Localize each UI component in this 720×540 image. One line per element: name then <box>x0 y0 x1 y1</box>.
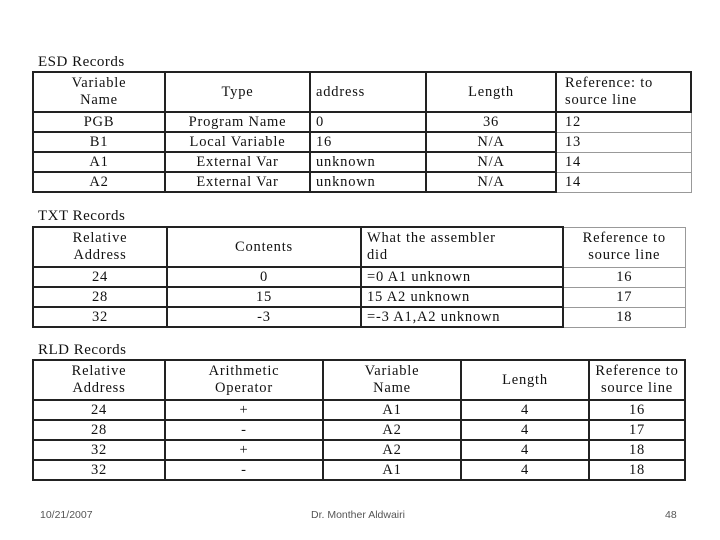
txt-cell-contents: 0 <box>167 267 361 287</box>
esd-records-title: ESD Records <box>38 54 125 70</box>
txt-cell-action: 15 A2 unknown <box>361 287 563 307</box>
rld-cell-address: 32 <box>33 460 165 480</box>
table-row <box>33 152 691 172</box>
esd-cell-address: unknown <box>310 152 426 172</box>
rld-cell-reference: 18 <box>589 460 685 480</box>
esd-header-variable-name: Variable Name <box>33 72 165 112</box>
txt-records-table <box>32 226 686 328</box>
rld-header-arithmetic-operator: Arithmetic Operator <box>165 360 323 400</box>
esd-cell-reference: 13 <box>556 132 691 152</box>
txt-header-contents: Contents <box>167 227 361 267</box>
txt-cell-address: 32 <box>33 307 167 327</box>
esd-cell-variable: PGB <box>33 112 165 132</box>
rld-cell-variable: A2 <box>323 440 461 460</box>
table-row <box>33 267 685 287</box>
table-row <box>33 307 685 327</box>
esd-header-type: Type <box>165 72 310 112</box>
esd-cell-type: External Var <box>165 152 310 172</box>
esd-cell-reference: 12 <box>556 112 691 132</box>
rld-cell-length: 4 <box>461 400 589 420</box>
txt-header-reference: Reference to source line <box>563 227 685 267</box>
esd-cell-length: N/A <box>426 132 556 152</box>
esd-records-table <box>32 71 692 193</box>
esd-cell-type: External Var <box>165 172 310 192</box>
rld-header-variable-name: Variable Name <box>323 360 461 400</box>
esd-cell-variable: A1 <box>33 152 165 172</box>
txt-header-relative-address: Relative Address <box>33 227 167 267</box>
txt-cell-address: 28 <box>33 287 167 307</box>
rld-cell-address: 28 <box>33 420 165 440</box>
footer-date: 10/21/2007 <box>40 509 93 521</box>
rld-cell-address: 24 <box>33 400 165 420</box>
esd-cell-reference: 14 <box>556 172 691 192</box>
rld-records-table <box>32 359 686 481</box>
footer-author: Dr. Monther Aldwairi <box>311 509 405 521</box>
rld-header-relative-address: Relative Address <box>33 360 165 400</box>
esd-header-length: Length <box>426 72 556 112</box>
rld-cell-operator: - <box>165 460 323 480</box>
table-row <box>33 400 685 420</box>
esd-cell-variable: B1 <box>33 132 165 152</box>
txt-cell-contents: -3 <box>167 307 361 327</box>
txt-cell-reference: 16 <box>563 267 685 287</box>
txt-header-row <box>33 227 685 267</box>
txt-cell-address: 24 <box>33 267 167 287</box>
txt-cell-reference: 17 <box>563 287 685 307</box>
table-row <box>33 287 685 307</box>
table-row <box>33 112 691 132</box>
txt-header-assembler-action: What the assembler did <box>361 227 563 267</box>
rld-cell-variable: A1 <box>323 460 461 480</box>
esd-cell-type: Local Variable <box>165 132 310 152</box>
table-row <box>33 132 691 152</box>
footer-page-number: 48 <box>665 509 677 521</box>
rld-cell-reference: 16 <box>589 400 685 420</box>
esd-cell-variable: A2 <box>33 172 165 192</box>
rld-cell-length: 4 <box>461 420 589 440</box>
rld-cell-operator: - <box>165 420 323 440</box>
rld-header-row <box>33 360 685 400</box>
table-row <box>33 172 691 192</box>
table-row <box>33 420 685 440</box>
rld-header-length: Length <box>461 360 589 400</box>
txt-records-title: TXT Records <box>38 208 126 224</box>
esd-cell-reference: 14 <box>556 152 691 172</box>
esd-header-address: address <box>310 72 426 112</box>
rld-cell-length: 4 <box>461 460 589 480</box>
rld-cell-operator: + <box>165 440 323 460</box>
esd-cell-length: 36 <box>426 112 556 132</box>
esd-cell-type: Program Name <box>165 112 310 132</box>
esd-cell-length: N/A <box>426 172 556 192</box>
esd-cell-address: 16 <box>310 132 426 152</box>
table-row <box>33 460 685 480</box>
txt-cell-reference: 18 <box>563 307 685 327</box>
esd-header-row <box>33 72 691 112</box>
txt-cell-action: =0 A1 unknown <box>361 267 563 287</box>
rld-header-reference: Reference to source line <box>589 360 685 400</box>
rld-cell-reference: 17 <box>589 420 685 440</box>
rld-cell-operator: + <box>165 400 323 420</box>
esd-cell-address: unknown <box>310 172 426 192</box>
txt-cell-contents: 15 <box>167 287 361 307</box>
esd-cell-address: 0 <box>310 112 426 132</box>
txt-cell-action: =-3 A1,A2 unknown <box>361 307 563 327</box>
rld-cell-variable: A2 <box>323 420 461 440</box>
rld-records-title: RLD Records <box>38 342 127 358</box>
rld-cell-variable: A1 <box>323 400 461 420</box>
esd-cell-length: N/A <box>426 152 556 172</box>
rld-cell-address: 32 <box>33 440 165 460</box>
table-row <box>33 440 685 460</box>
rld-cell-length: 4 <box>461 440 589 460</box>
rld-cell-reference: 18 <box>589 440 685 460</box>
esd-header-reference: Reference: to source line <box>556 72 691 112</box>
